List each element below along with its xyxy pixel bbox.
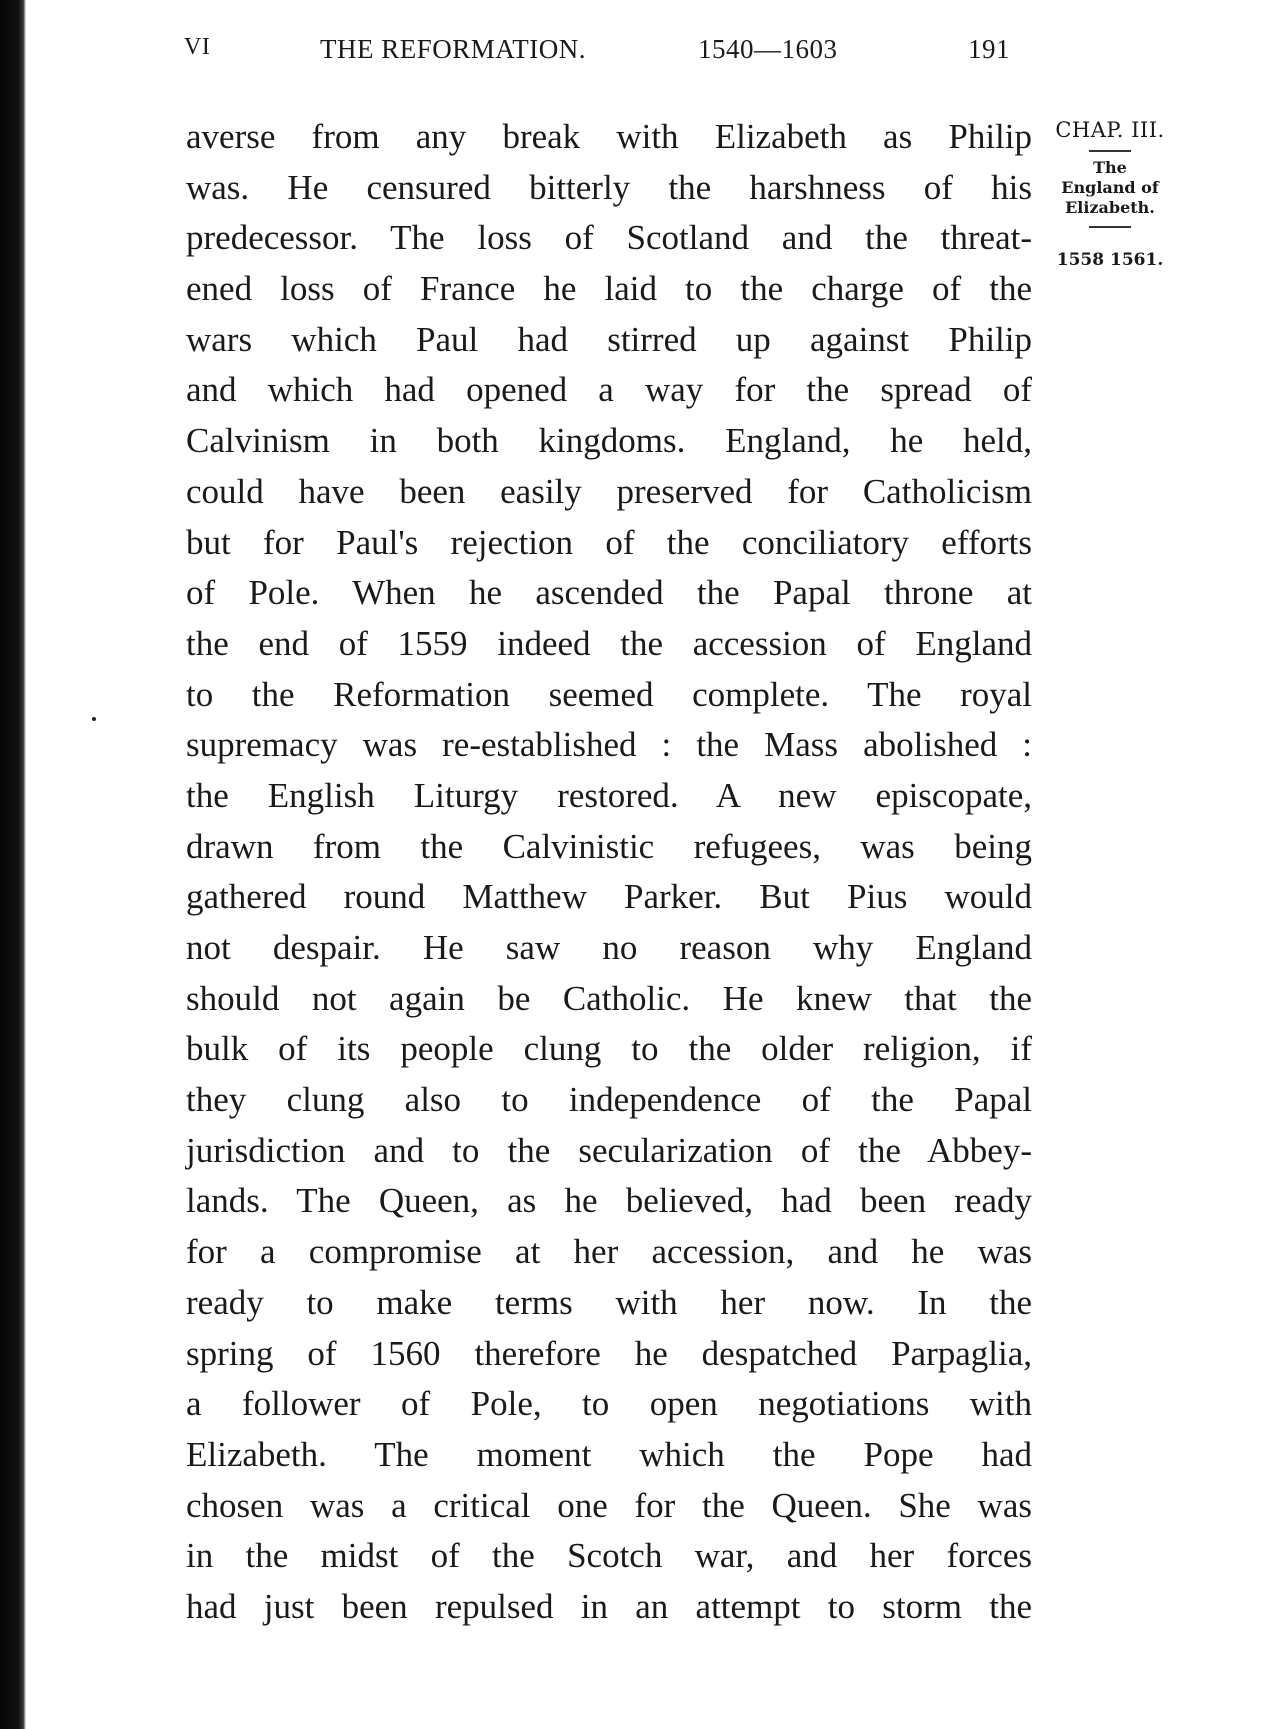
body-line: bulk of its people clung to the older religion, if [186, 1029, 1032, 1069]
margin-rule [1089, 226, 1131, 228]
body-line: ready to make terms with her now. In the [186, 1282, 1032, 1322]
body-line: not despair. He saw no reason why England [186, 928, 1032, 967]
body-line: to the Reformation seemed complete. The royal [186, 674, 1032, 714]
body-text [186, 112, 1032, 1633]
body-line: in the midst of the Scotch war, and her forces [186, 1536, 1032, 1576]
body-line: Calvinism in both kingdoms. England, he held, [186, 421, 1032, 461]
body-line: was. He censured bitterly the harshness of his [186, 167, 1032, 207]
body-line: chosen was a critical one for the Queen. She was [186, 1485, 1032, 1525]
body-line: supremacy was re-established : the Mass abolished : [186, 725, 1032, 765]
body-line: had just been repulsed in an attempt to storm the [186, 1586, 1032, 1626]
body-line: the end of 1559 indeed the accession of England [186, 623, 1032, 663]
body-line: could have been easily preserved for Catholicism [186, 471, 1032, 511]
body-line: ened loss of France he laid to the charge of the [186, 269, 1032, 309]
body-line: for a compromise at her accession, and he was [186, 1232, 1032, 1272]
running-head [0, 34, 1274, 74]
body-line: spring of 1560 therefore he despatched Parpaglia, [186, 1333, 1032, 1373]
body-line: they clung also to independence of the Papal [186, 1080, 1032, 1120]
body-line: a follower of Pole, to open negotiations with [186, 1384, 1032, 1424]
body-line: predecessor. The loss of Scotland and the threat- [186, 218, 1032, 258]
ink-speck [92, 717, 96, 721]
body-line: lands. The Queen, as he believed, had been ready [186, 1181, 1032, 1221]
body-line: gathered round Matthew Parker. But Pius would [186, 877, 1032, 917]
page-number: 191 [968, 34, 1010, 64]
body-line: the English Liturgy restored. A new episcopate, [186, 775, 1032, 815]
body-line: Elizabeth. The moment which the Pope had [186, 1434, 1032, 1474]
body-line: and which had opened a way for the spread of [186, 370, 1032, 410]
margin-chapter: CHAP. III. [1055, 118, 1165, 142]
running-head-title: THE REFORMATION. [320, 34, 587, 64]
margin-rule [1089, 150, 1131, 152]
margin-notes [1040, 118, 1180, 270]
running-head-years: 1540—1603 [698, 34, 838, 64]
margin-dates: 1558 1561. [1056, 250, 1164, 270]
body-line: should not again be Catholic. He knew that the [186, 978, 1032, 1018]
body-line: of Pole. When he ascended the Papal throne at [186, 573, 1032, 613]
running-head-section: VI [184, 34, 211, 60]
margin-topic: The England of Elizabeth. [1061, 158, 1159, 217]
body-line: jurisdiction and to the secularization of the Abbey- [186, 1130, 1032, 1170]
body-line: wars which Paul had stirred up against Philip [186, 319, 1032, 359]
page-binding-shadow [0, 0, 26, 1729]
body-line: drawn from the Calvinistic refugees, was being [186, 826, 1032, 866]
body-line: but for Paul's rejection of the conciliatory efforts [186, 522, 1032, 562]
body-line: averse from any break with Elizabeth as Philip [186, 117, 1032, 156]
